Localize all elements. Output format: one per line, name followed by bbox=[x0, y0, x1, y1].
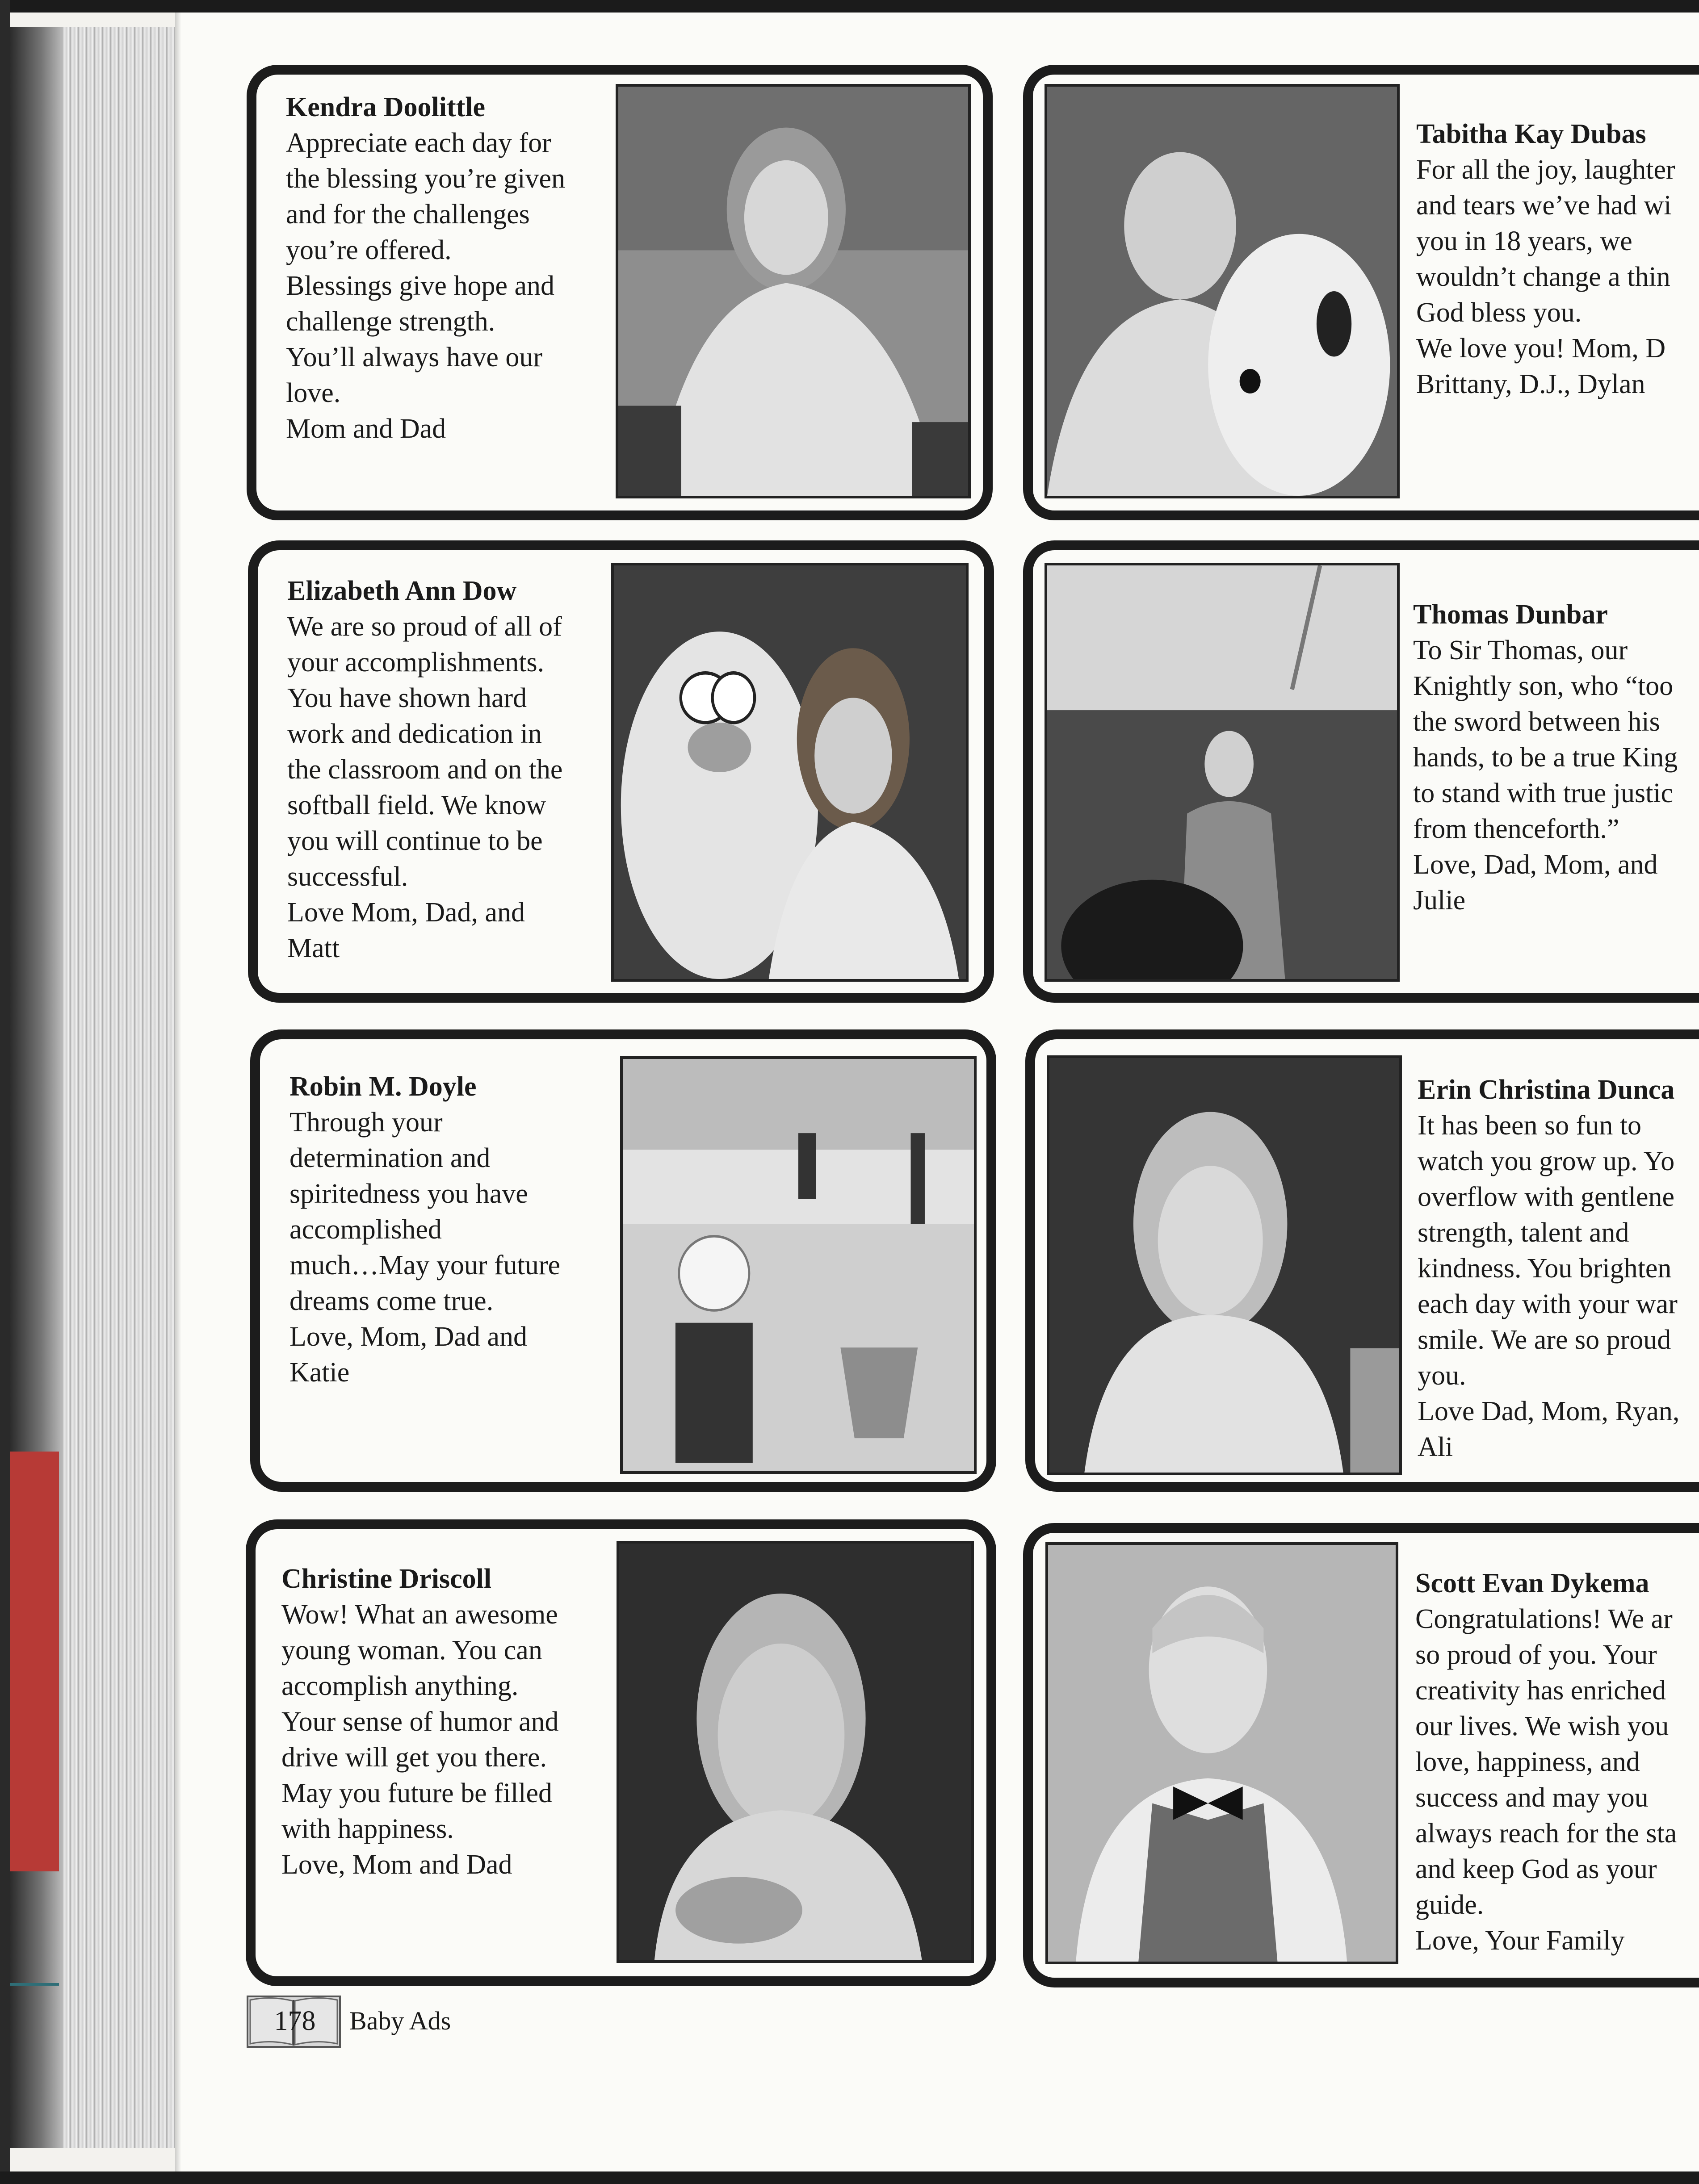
ad-name: Elizabeth Ann Dow bbox=[287, 576, 517, 606]
scan-edge-top bbox=[0, 0, 1699, 13]
baby-photo bbox=[1045, 84, 1400, 498]
ad-name: Erin Christina Dunca bbox=[1418, 1075, 1675, 1105]
book-cover-teal-line bbox=[10, 1983, 59, 1986]
baby-photo bbox=[620, 1056, 977, 1474]
ad-name: Scott Evan Dykema bbox=[1415, 1568, 1649, 1598]
page-number: 178 bbox=[274, 2006, 316, 2036]
ad-text: Thomas Dunbar To Sir Thomas, our Knightly son, who “too the sword between his hands, to be a true King to stand with true justic from thenceforth.” Love, Dad, Mom, and Julie bbox=[1413, 597, 1678, 918]
ad-text: Robin M. Doyle Through your determination and spiritedness you have accomplished much…May your future dreams come true. Love, Mom, Dad and Katie bbox=[289, 1069, 560, 1390]
section-label: Baby Ads bbox=[349, 2006, 451, 2035]
book-cover-red-band bbox=[10, 1452, 59, 1871]
ad-text: Christine Driscoll Wow! What an awesome young woman. You can accomplish anything. Your sense of humor and drive will get you there. May you future be filled with happiness. Love, Mom and Dad bbox=[281, 1561, 559, 1883]
ad-name: Christine Driscoll bbox=[281, 1564, 492, 1594]
baby-photo bbox=[1045, 1542, 1398, 1964]
ad-text: Elizabeth Ann Dow We are so proud of all of your accomplishments. You have shown hard work and dedication in the classroom and on the softball field. We know you will continue to be successful. Love Mom, Dad, and Matt bbox=[287, 573, 562, 966]
baby-photo bbox=[1047, 1055, 1402, 1475]
page-gutter-shadow bbox=[175, 13, 181, 2171]
scan-edge-bottom bbox=[0, 2171, 1699, 2184]
baby-photo bbox=[611, 563, 969, 982]
ad-name: Tabitha Kay Dubas bbox=[1416, 119, 1646, 149]
ad-name: Thomas Dunbar bbox=[1413, 599, 1608, 630]
baby-photo bbox=[617, 1541, 974, 1963]
ad-text: Erin Christina Dunca It has been so fun to watch you grow up. Yo overflow with gentlene strength, talent and kindness. You brighten each day with your war smile. We are so proud you. Love Dad, Mom, Ryan, Ali bbox=[1418, 1072, 1679, 1465]
ad-text: Kendra Doolittle Appreciate each day for the blessing you’re given and for the challenges you’re offered. Blessings give hope and challenge strength. You’ll always have our love. Mom and Dad bbox=[286, 89, 565, 447]
scan-edge-left bbox=[0, 0, 10, 2184]
baby-photo bbox=[616, 84, 971, 498]
ad-name: Kendra Doolittle bbox=[286, 92, 485, 122]
ad-text: Tabitha Kay Dubas For all the joy, laughter and tears we’ve had wi you in 18 years, we wouldn’t change a thin God bless you. We love you! Mom, D Brittany, D.J., Dylan bbox=[1416, 116, 1675, 402]
ad-text: Scott Evan Dykema Congratulations! We ar so proud of you. Your creativity has enriched our lives. We wish you love, happiness, and success and may you always reach for the sta and keep God as your guide. Love, Your Family bbox=[1415, 1565, 1677, 1958]
baby-photo bbox=[1045, 563, 1400, 982]
ad-name: Robin M. Doyle bbox=[289, 1071, 477, 1102]
